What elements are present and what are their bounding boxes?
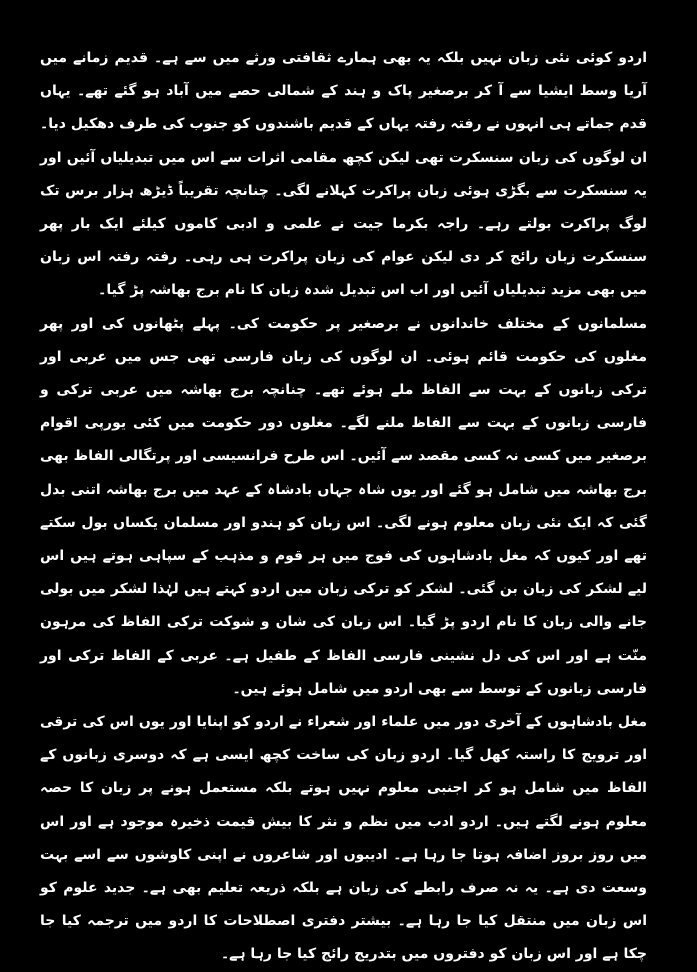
paragraph-muslim-rule: مسلمانوں کے مختلف خاندانوں نے برصغیر پر حکومت کی۔ پہلے پٹھانوں کی اور پھر مغلوں کی حکومت قائم ہوئی۔ ان لوگوں کی زبان فارسی تھی جس میں عربی اور ترکی زبانوں کے بہت سے الفاظ ملے ہوئے تھے۔ چنانچہ برج بھاشہ میں عربی ترکی و فارسی زبانوں کے بہت سے الفاظ ملنے لگے۔ مغلوں دور حکومت میں کئی یورپی اقوام برصغیر میں کسی نہ کسی مقصد سے آئیں۔ اس طرح فرانسیسی اور پرتگالی الفاظ بھی برج بھاشہ میں شامل ہو گئے اور یوں شاہ جہاں بادشاہ کے عہد میں برج بھاشہ اتنی بدل گئی کہ ایک نئی زبان معلوم ہونے لگی۔ اس زبان کو ہندو اور مسلمان یکساں بول سکتے تھے اور کیوں کہ مغل بادشاہوں کی فوج میں ہر قوم و مذہب کے سپاہی ہوتے ہیں اس لیے لشکر کی زبان بن گئی۔ لشکر کو ترکی زبان میں اردو کہتے ہیں لہٰذا لشکر میں بولی جانے والی زبان کا نام اردو پڑ گیا۔ اس زبان کی شان و شوکت ترکی الفاظ کی مرہون منّت ہے اور اس کی دل نشینی فارسی الفاظ کے طفیل ہے۔ عربی کے الفاظ ترکی اور فارسی زبانوں کے توسط سے بھی اردو میں شامل ہوئے ہیں۔ <box>40 315 647 697</box>
paragraph-origin-of-urdu: اردو کوئی نئی زبان نہیں بلکہ یہ بھی ہمارے ثقافتی ورثے میں سے ہے۔ قدیم زمانے میں آریا وسط ایشیا سے آ کر برصغیر پاک و ہند کے شمالی حصے میں آباد ہو گئے تھے۔ یہاں قدم جماتے ہی انہوں نے رفتہ رفتہ یہاں کے قدیم باشندوں کو جنوب کی طرف دھکیل دیا۔ ان لوگوں کی زبان سنسکرت تھی لیکن کچھ مقامی اثرات سے اس میں تبدیلیاں آئیں اور یہ سنسکرت سے بگڑی ہوئی زبان پراکرت کہلانے لگی۔ چنانچہ تقریباً ڈیڑھ ہزار برس تک لوگ پراکرت بولتے رہے۔ راجہ بکرما جیت نے علمی و ادبی کاموں کیلئے ایک بار پھر سنسکرت زبان رائج کر دی لیکن عوام کی زبان پراکرت ہی رہی۔ رفتہ رفتہ اس زبان میں بھی مزید تبدیلیاں آئیں اور اب اس تبدیل شدہ زبان کا نام برج بھاشہ پڑ گیا۔ <box>40 50 647 299</box>
paragraph-urdu-development: مغل بادشاہوں کے آخری دور میں علماء اور شعراء نے اردو کو اپنایا اور یوں اس کی ترقی اور ترویج کا راستہ کھل گیا۔ اردو زبان کی ساخت کچھ ایسی ہے کہ دوسری زبانوں کے الفاظ میں شامل ہو کر اجنبی معلوم نہیں ہوتے بلکہ مستعمل ہونے پر زبان کا حصہ معلوم ہونے لگتے ہیں۔ اردو ادب میں نظم و نثر کا بیش قیمت ذخیرہ موجود ہے اور اس میں روز بروز اضافہ ہوتا جا رہا ہے۔ ادیبوں اور شاعروں نے اپنی کاوشوں سے اسے بہت وسعت دی ہے۔ یہ نہ صرف رابطے کی زبان ہے بلکہ ذریعہ تعلیم بھی ہے۔ جدید علوم کو اس زبان میں منتقل کیا جا رہا ہے۔ بیشتر دفتری اصطلاحات کا اردو میں ترجمہ کیا جا چکا ہے اور اس زبان کو دفتروں میں بتدریج رائج کیا جا رہا ہے۔ <box>40 714 647 963</box>
